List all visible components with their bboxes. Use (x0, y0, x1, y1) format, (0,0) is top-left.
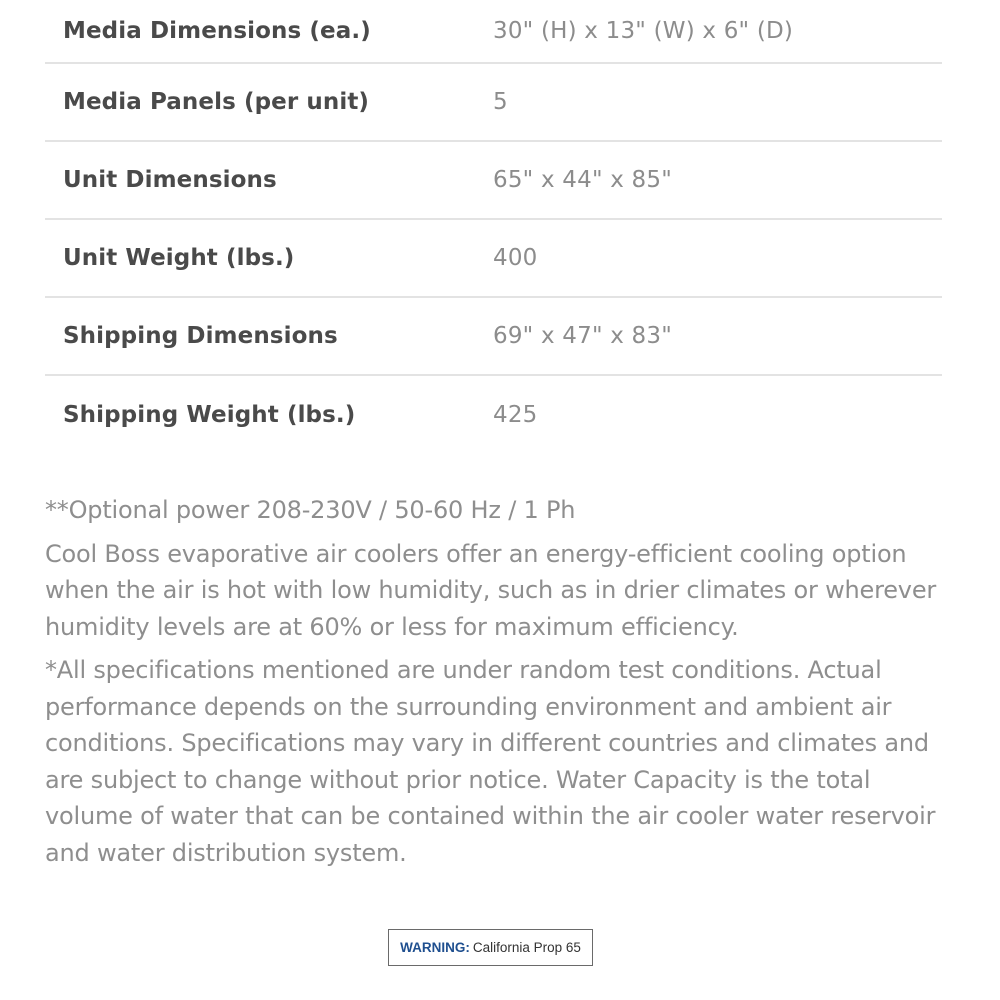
spec-table (45, 0, 942, 454)
disclaimer-paragraph: *All specifications mentioned are under random test conditions. Actual performance depends on the surrounding environment and ambient air conditions. Specifications may vary in different countries and climates and are subject to change without prior notice. Water Capacity is the total volume of water that can be contained within the air cooler water reservoir and water distribution system. (45, 656, 936, 867)
spec-row-media-dimensions (45, 0, 942, 64)
spec-row-shipping-dimensions (45, 298, 942, 376)
spec-value: 65" x 44" x 85" (493, 167, 673, 193)
spec-value: 425 (493, 402, 538, 428)
power-note: **Optional power 208-230V / 50-60 Hz / 1 Ph (45, 496, 576, 524)
spec-row-unit-weight (45, 220, 942, 298)
spec-row-unit-dimensions (45, 142, 942, 220)
spec-row-media-panels (45, 64, 942, 142)
notes-section (45, 492, 955, 878)
spec-value: 400 (493, 245, 538, 271)
spec-value: 30" (H) x 13" (W) x 6" (D) (493, 18, 794, 44)
spec-row-shipping-weight (45, 376, 942, 454)
spec-label: Media Panels (per unit) (63, 89, 370, 115)
spec-label: Unit Weight (lbs.) (63, 245, 295, 271)
spec-label: Media Dimensions (ea.) (63, 18, 371, 44)
spec-label: Shipping Weight (lbs.) (63, 402, 356, 428)
spec-label: Unit Dimensions (63, 167, 277, 193)
spec-value: 69" x 47" x 83" (493, 323, 673, 349)
spec-label: Shipping Dimensions (63, 323, 338, 349)
spec-value: 5 (493, 89, 508, 115)
warning-text: California Prop 65 (472, 940, 581, 955)
warning-label: WARNING: (400, 940, 470, 955)
description-paragraph: Cool Boss evaporative air coolers offer an energy-efficient cooling option when the air is hot with low humidity, such as in drier climates or wherever humidity levels are at 60% or less for maximum efficiency. (45, 539, 937, 641)
prop65-warning-link[interactable] (388, 929, 593, 966)
